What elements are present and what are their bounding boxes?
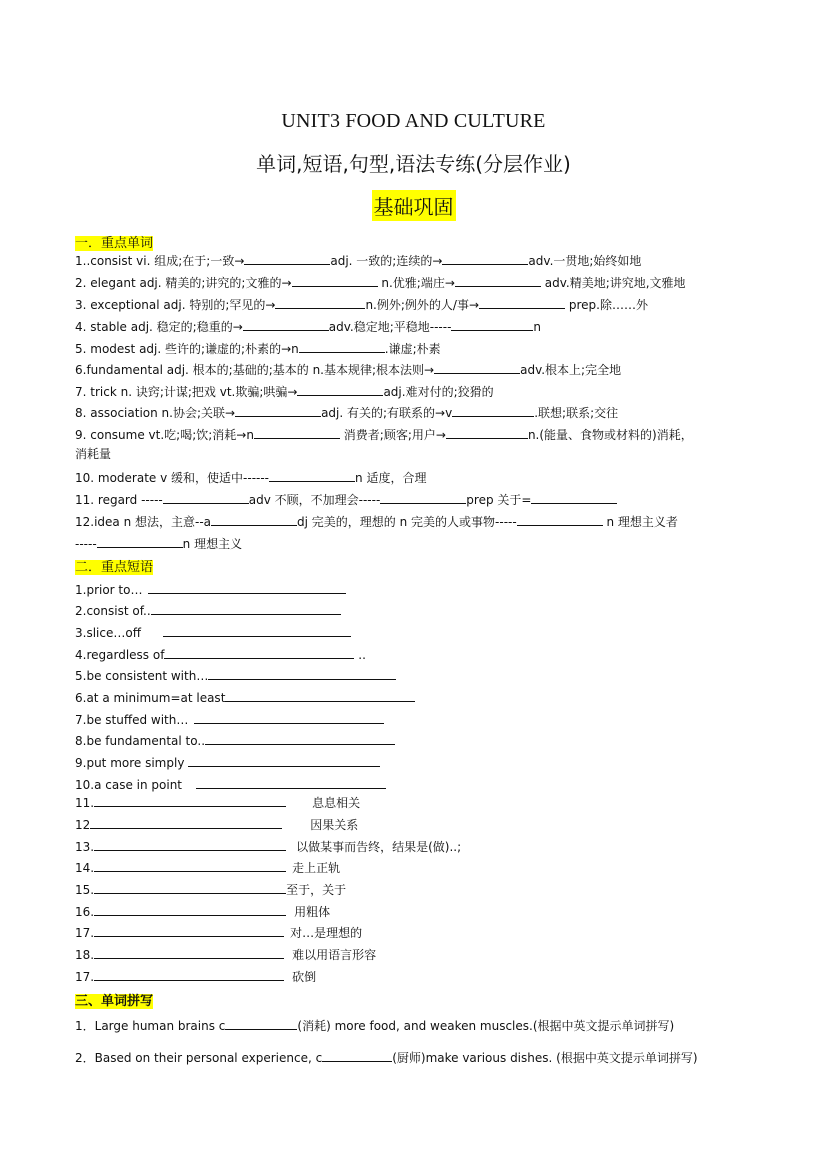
vocab-item-9-cont: 消耗量: [75, 447, 112, 461]
phrase-item-18: 18. 难以用语言形容: [75, 948, 377, 962]
worksheet-subtitle: 单词,短语,句型,语法专练(分层作业): [256, 152, 571, 176]
vocab-item-11: 11. regard ----- adv 不顾，不加理会----- prep 关于=: [75, 491, 617, 508]
phrase-item-7: 7.be stuffed with…: [75, 711, 384, 728]
phrase-item-11: 11. 息息相关: [75, 796, 361, 810]
vocab-item-4: 4. stable adj. 稳定的;稳重的→ adv.稳定地;平稳地----- n: [75, 320, 542, 334]
vocab-item-6: 6.fundamental adj. 根本的;基础的;基本的 n.基本规律;根本法则→ adv.根本上;完全地: [75, 363, 622, 377]
vocab-item-12: 12.idea n 想法，主意--a dj 完美的，理想的 n 完美的人或事物----- n 理想主义者: [75, 515, 678, 529]
phrase-item-12: 12 因果关系: [75, 818, 359, 832]
phrase-item-2: 2.consist of..: [75, 602, 341, 619]
vocab-item-10: 10. moderate v 缓和，使适中------ n 适度，合理: [75, 471, 427, 485]
vocab-item-5: 5. modest adj. 些许的;谦虚的;朴素的→n .谦虚;朴素: [75, 342, 441, 356]
vocab-item-7: 7. trick n. 诀窍;计谋;把戏 vt.欺骗;哄骗→ adj.难对付的;狡猾的: [75, 385, 494, 399]
unit-title: UNIT3 FOOD AND CULTURE: [281, 110, 546, 132]
spelling-item-2: 2．Based on their personal experience, c (厨师)make various dishes. (根据中英文提示单词拼写): [75, 1051, 698, 1065]
phrase-item-3: 3.slice…off: [75, 624, 351, 641]
phrase-item-4: 4.regardless of ..: [75, 648, 366, 662]
phrase-item-9: 9.put more simply: [75, 754, 380, 771]
section2-heading: 二．重点短语: [75, 560, 154, 575]
vocab-item-8: 8. association n.协会;关联→ adj. 有关的;有联系的→v .联想;联系;交往: [75, 406, 619, 420]
phrase-item-14: 14. 走上正轨: [75, 861, 341, 875]
vocab-item-1: 1..consist vi. 组成;在于;一致→ adj. 一致的;连续的→ adv.一贯地;始终如地: [75, 254, 642, 268]
vocab-item-2: 2. elegant adj. 精美的;讲究的;文雅的→ n.优雅;端庄→ adv.精美地;讲究地,文雅地: [75, 276, 686, 290]
phrase-item-10: 10.a case in point: [75, 776, 386, 793]
section1-heading: 一．重点单词: [75, 236, 154, 251]
phrase-item-6: 6.at a minimum=at least: [75, 689, 415, 706]
phrase-item-17: 17. 对…是理想的: [75, 926, 363, 940]
spelling-item-1: 1．Large human brains c (消耗) more food, and weaken muscles.(根据中英文提示单词拼写): [75, 1019, 675, 1033]
phrase-item-19: 17. 砍倒: [75, 970, 317, 984]
phrase-item-15: 15. 至于，关于: [75, 883, 347, 897]
phrase-item-13: 13. 以做某事而告终，结果是(做)..;: [75, 840, 462, 854]
phrase-item-5: 5.be consistent with…: [75, 667, 396, 684]
vocab-item-3: 3. exceptional adj. 特别的;罕见的→ n.例外;例外的人/事→ prep.除……外: [75, 298, 648, 312]
section3-heading: 三、单词拼写: [75, 994, 154, 1009]
phrase-item-16: 16. 用粗体: [75, 905, 331, 919]
vocab-item-9: 9. consume vt.吃;喝;饮;消耗→n 消费者;顾客;用户→ n.(能量、食物或材料的)消耗，: [75, 428, 693, 442]
phrase-item-8: 8.be fundamental to..: [75, 732, 395, 749]
phrase-item-1: 1.prior to…: [75, 581, 346, 598]
vocab-item-12-cont: ----- n 理想主义: [75, 537, 243, 551]
level-heading: 基础巩固: [372, 190, 456, 221]
